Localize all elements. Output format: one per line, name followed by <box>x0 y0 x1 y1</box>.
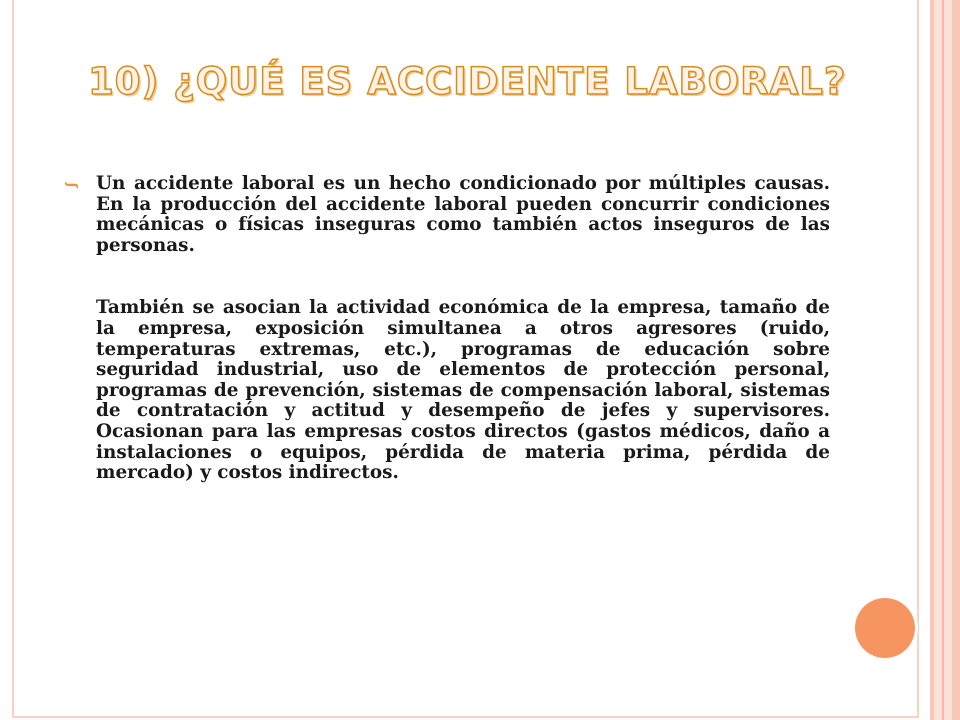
paragraph-2: También se asocian la actividad económica de la empresa, tamaño de la empresa, exposición simultanea a otros agresores (ruido, temperaturas extremas, etc.), programas de educación sobre seguridad industrial, uso de elementos de protección personal, programas de prevención, sistemas de compensación laboral, sistemas de contratación y actitud y desempeño de jefes y supervisores. Ocasionan para las empresas costos directos (gastos médicos, daño a instalaciones o equipos, pérdida de materia prima, pérdida de mercado) y costos indirectos. <box>96 297 830 484</box>
side-stripe <box>944 0 952 720</box>
bullet-item <box>64 173 830 484</box>
side-stripe <box>952 0 960 720</box>
paragraph-1: Un accidente laboral es un hecho condicionado por múltiples causas. En la producción del accidente laboral pueden concurrir condiciones mecánicas o físicas inseguras como también actos inseguros de las personas. <box>96 173 830 256</box>
side-stripe <box>934 0 942 720</box>
slide-body <box>64 173 830 484</box>
slide-title: 10) ¿QUÉ ES ACCIDENTE LABORAL? <box>88 60 847 103</box>
decorative-circle <box>855 598 915 658</box>
curl-bullet-icon: ʃ <box>64 182 79 188</box>
